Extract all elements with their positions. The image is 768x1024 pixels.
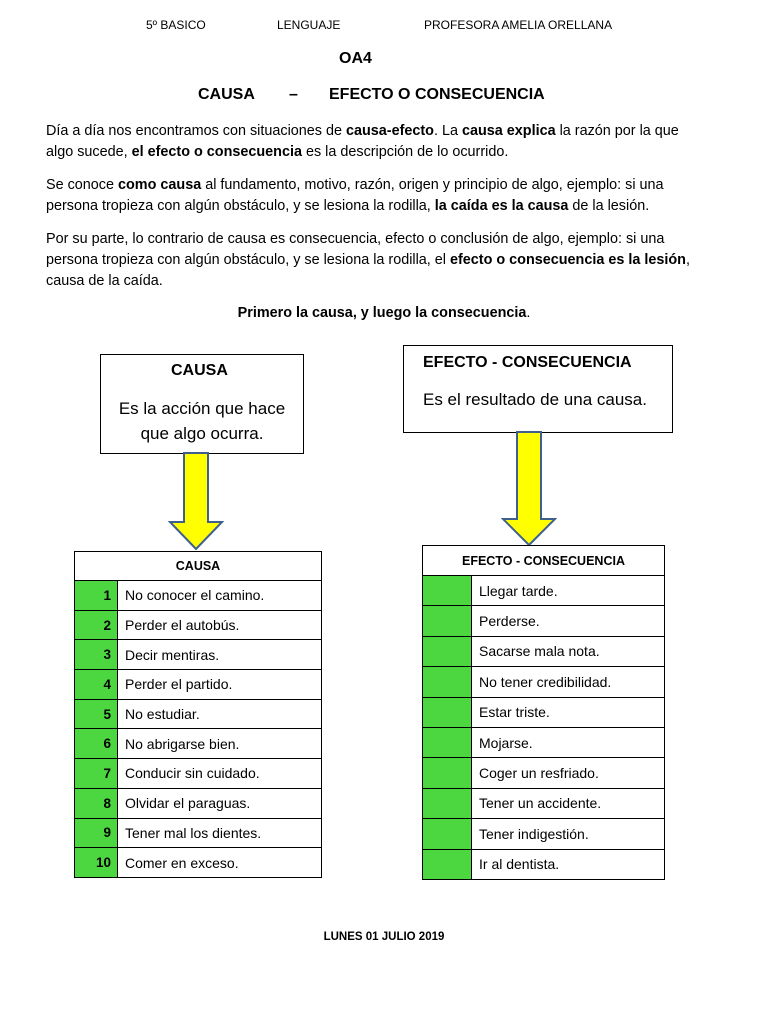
table-row: [423, 849, 665, 879]
cause-box-title: CAUSA: [171, 362, 228, 379]
answer-cell[interactable]: [423, 636, 472, 666]
row-number-cell: 7: [75, 759, 118, 789]
answer-cell[interactable]: [423, 697, 472, 727]
cause-paragraph: Se conoce como causa al fundamento, motivo, razón, origen y principio de algo, ejemplo: si una persona tropieza con algún obstáculo, y se lesiona la rodilla, la caída es la causa de la lesión.: [46, 177, 664, 214]
row-number-cell: 6: [75, 729, 118, 759]
table-row: [75, 848, 322, 878]
effect-box-description: Es el resultado de una causa.: [423, 390, 647, 409]
answer-cell[interactable]: [423, 667, 472, 697]
cause-text-cell: Perder el partido.: [118, 670, 322, 700]
answer-cell[interactable]: [423, 727, 472, 757]
cause-box-description: Es la acción que hace que algo ocurra.: [118, 399, 286, 443]
table-row: [75, 759, 322, 789]
table-row: [75, 581, 322, 611]
table-row: [75, 729, 322, 759]
title-dash: –: [289, 86, 298, 103]
answer-cell[interactable]: [423, 606, 472, 636]
answer-cell[interactable]: [423, 788, 472, 818]
cause-text-cell: No conocer el camino.: [118, 581, 322, 611]
effect-text-cell: Ir al dentista.: [472, 849, 665, 879]
effect-text-cell: Llegar tarde.: [472, 576, 665, 606]
header-teacher: PROFESORA AMELIA ORELLANA: [424, 18, 613, 32]
row-number-cell: 9: [75, 818, 118, 848]
row-number-cell: 8: [75, 788, 118, 818]
cause-text-cell: Decir mentiras.: [118, 640, 322, 670]
cause-text-cell: Comer en exceso.: [118, 848, 322, 878]
table-row: [423, 697, 665, 727]
table-row: [75, 610, 322, 640]
title-cause: CAUSA: [198, 86, 255, 103]
table-row: [75, 670, 322, 700]
effect-text-cell: Sacarse mala nota.: [472, 636, 665, 666]
table-row: [75, 640, 322, 670]
effect-text-cell: Tener un accidente.: [472, 788, 665, 818]
table-row: [423, 788, 665, 818]
table-row: [75, 788, 322, 818]
table-row: [423, 819, 665, 849]
down-arrow-icon: [168, 452, 224, 550]
table-row: [75, 699, 322, 729]
effect-text-cell: Tener indigestión.: [472, 819, 665, 849]
row-number-cell: 10: [75, 848, 118, 878]
effect-text-cell: Estar triste.: [472, 697, 665, 727]
cause-text-cell: No abrigarse bien.: [118, 729, 322, 759]
effect-table-header: EFECTO - CONSECUENCIA: [423, 546, 665, 576]
header-subject: LENGUAJE: [277, 18, 341, 32]
table-row: [423, 606, 665, 636]
effect-table: [422, 545, 665, 880]
answer-cell[interactable]: [423, 849, 472, 879]
header-grade: 5º BASICO: [146, 18, 206, 32]
effect-text-cell: Mojarse.: [472, 727, 665, 757]
effect-text-cell: No tener credibilidad.: [472, 667, 665, 697]
row-number-cell: 5: [75, 699, 118, 729]
table-row: [423, 758, 665, 788]
intro-paragraph: Día a día nos encontramos con situaciones de causa-efecto. La causa explica la razón por la que algo sucede, el efecto o consecuencia es la descripción de lo ocurrido.: [46, 123, 679, 160]
cause-text-cell: Perder el autobús.: [118, 610, 322, 640]
table-row: [423, 636, 665, 666]
cause-text-cell: Tener mal los dientes.: [118, 818, 322, 848]
row-number-cell: 1: [75, 581, 118, 611]
cause-text-cell: No estudiar.: [118, 699, 322, 729]
objective-code: OA4: [339, 50, 372, 67]
effect-box-title: EFECTO - CONSECUENCIA: [423, 354, 632, 371]
answer-cell[interactable]: [423, 758, 472, 788]
footer-date: LUNES 01 JULIO 2019: [323, 931, 445, 943]
row-number-cell: 4: [75, 670, 118, 700]
table-row: [423, 727, 665, 757]
answer-cell[interactable]: [423, 576, 472, 606]
effect-text-cell: Coger un resfriado.: [472, 758, 665, 788]
cause-table-header: CAUSA: [75, 552, 322, 581]
row-number-cell: 3: [75, 640, 118, 670]
table-row: [423, 576, 665, 606]
rule-sentence: Primero la causa, y luego la consecuencia.: [237, 305, 531, 321]
table-row: [75, 818, 322, 848]
cause-definition-box: [100, 354, 304, 454]
effect-definition-box: [403, 345, 673, 433]
title-effect: EFECTO O CONSECUENCIA: [329, 86, 545, 103]
down-arrow-icon: [501, 431, 557, 546]
row-number-cell: 2: [75, 610, 118, 640]
effect-paragraph: Por su parte, lo contrario de causa es consecuencia, efecto o conclusión de algo, ejemplo: si una persona tropieza con algún obstáculo, y se lesiona la rodilla, el efecto o consecuencia es la lesión, causa de la caída.: [46, 231, 690, 289]
cause-text-cell: Conducir sin cuidado.: [118, 759, 322, 789]
table-row: [423, 667, 665, 697]
cause-table: [74, 551, 322, 878]
answer-cell[interactable]: [423, 819, 472, 849]
effect-text-cell: Perderse.: [472, 606, 665, 636]
cause-text-cell: Olvidar el paraguas.: [118, 788, 322, 818]
